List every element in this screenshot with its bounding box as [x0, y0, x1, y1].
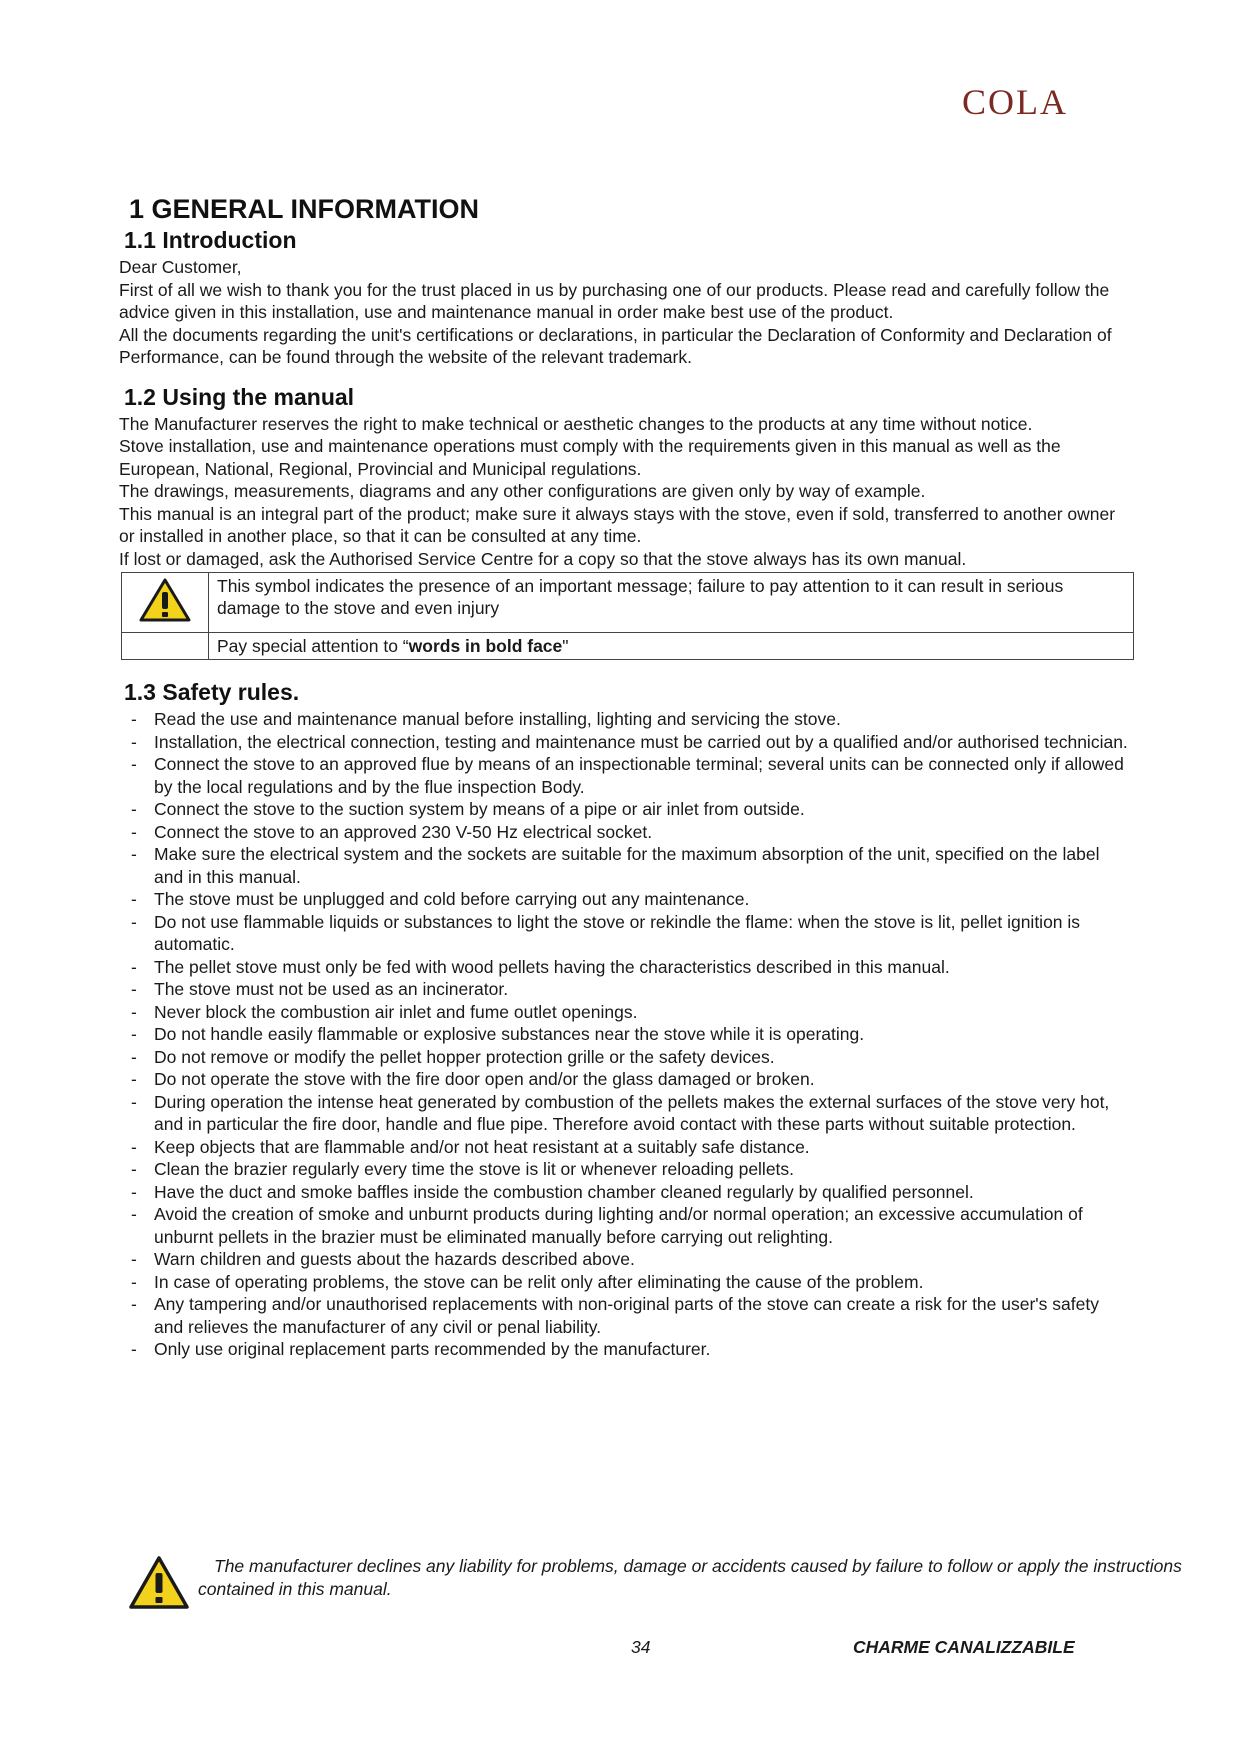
- safety-rule: - Do not operate the stove with the fire door open and/or the glass damaged or broken.: [131, 1068, 1129, 1091]
- safety-rule: - Keep objects that are flammable and/or not heat resistant at a suitably safe distance.: [131, 1136, 1129, 1159]
- safety-rule: - The pellet stove must only be fed with wood pellets having the characteristics described in this manual.: [131, 956, 1129, 979]
- symbol-row-warning: [122, 573, 1134, 633]
- safety-rule: - The stove must not be used as an incinerator.: [131, 978, 1129, 1001]
- safety-rule: - Do not handle easily flammable or explosive substances near the stove while it is operating.: [131, 1023, 1129, 1046]
- safety-rule: - The stove must be unplugged and cold before carrying out any maintenance.: [131, 888, 1129, 911]
- main-content: [119, 193, 1129, 1361]
- safety-rule: - Connect the stove to an approved 230 V-50 Hz electrical socket.: [131, 821, 1129, 844]
- safety-rule: - Avoid the creation of smoke and unburnt products during lighting and/or normal operation; an excessive accumulation of unburnt pellets in the brazier must be eliminated manually before carrying out relighting.: [131, 1203, 1129, 1248]
- intro-paragraph: Dear Customer,: [119, 257, 242, 277]
- safety-rule: - Only use original replacement parts recommended by the manufacturer.: [131, 1338, 1129, 1361]
- brand-logo: COLA: [962, 82, 1068, 122]
- safety-rule: - Read the use and maintenance manual before installing, lighting and servicing the stove.: [131, 708, 1129, 731]
- introduction-heading: 1.1 Introduction: [124, 227, 297, 253]
- safety-rules-heading: 1.3 Safety rules.: [124, 679, 300, 705]
- using-manual-heading: 1.2 Using the manual: [124, 383, 355, 410]
- safety-rule: - Warn children and guests about the hazards described above.: [131, 1248, 1129, 1271]
- manual-paragraph: This manual is an integral part of the product; make sure it always stays with the stove, even if sold, transferred to another owner or installed in another place, so that it can be consulted at any time.: [119, 503, 1116, 546]
- manual-paragraph: If lost or damaged, ask the Authorised Service Centre for a copy so that the stove always has its own manual.: [119, 548, 967, 569]
- safety-rule: - Connect the stove to the suction system by means of a pipe or air inlet from outside.: [131, 798, 1129, 821]
- manual-paragraph: Stove installation, use and maintenance operations must comply with the requirements given in this manual as well as the European, National, Regional, Provincial and Municipal regulations.: [119, 436, 1061, 479]
- manual-paragraph: The drawings, measurements, diagrams and any other configurations are given only by way of example.: [119, 481, 926, 501]
- liability-disclaimer: [128, 1555, 1182, 1615]
- symbol-row-bold: [122, 633, 1134, 660]
- warning-triangle-icon: [139, 607, 191, 627]
- disclaimer-text: The manufacturer declines any liability for problems, damage or accidents caused by failure to follow or apply the instructions contained in this manual.: [198, 1556, 1182, 1599]
- manual-paragraph: The Manufacturer reserves the right to make technical or aesthetic changes to the products at any time without notice.: [119, 413, 1033, 434]
- intro-paragraph: All the documents regarding the unit's certifications or declarations, in particular the Declaration of Conformity and Declaration of Performance, can be found through the website of the relevant trademark.: [119, 324, 1112, 367]
- safety-rule: - Do not use flammable liquids or substances to light the stove or rekindle the flame: when the stove is lit, pellet ignition is automatic.: [131, 911, 1129, 956]
- warning-triangle-icon: [128, 1555, 190, 1616]
- intro-paragraph: First of all we wish to thank you for the trust placed in us by purchasing one of our products. Please read and carefully follow the advice given in this installation, use and maintenance manual in order make best use of the product.: [119, 279, 1110, 322]
- safety-rule: - Connect the stove to an approved flue by means of an inspectionable terminal; several units can be connected only if allowed by the local regulations and by the flue inspection Body.: [131, 753, 1129, 798]
- safety-rule: - During operation the intense heat generated by combustion of the pellets makes the external surfaces of the stove very hot, and in particular the fire door, handle and flue pipe. Therefore avoid contact with these parts without suitable protection.: [131, 1091, 1129, 1136]
- safety-rule: - In case of operating problems, the stove can be relit only after eliminating the cause of the problem.: [131, 1271, 1129, 1294]
- warning-cell: [122, 573, 209, 633]
- safety-rules-list: [119, 708, 1129, 1361]
- bold-example: words in bold face: [408, 636, 563, 656]
- safety-rule: - Installation, the electrical connection, testing and maintenance must be carried out by a qualified and/or authorised technician.: [131, 731, 1129, 754]
- safety-rule: - Do not remove or modify the pellet hopper protection grille or the safety devices.: [131, 1046, 1129, 1069]
- empty-cell: [122, 633, 209, 660]
- safety-rule: - Make sure the electrical system and the sockets are suitable for the maximum absorption of the unit, specified on the label and in this manual.: [131, 843, 1129, 888]
- bold-description: Pay special attention to “words in bold face": [209, 633, 1134, 660]
- warning-description: This symbol indicates the presence of an important message; failure to pay attention to it can result in serious damage to the stove and even injury: [209, 573, 1134, 633]
- safety-rule: - Any tampering and/or unauthorised replacements with non-original parts of the stove can create a risk for the user's safety and relieves the manufacturer of any civil or penal liability.: [131, 1293, 1129, 1338]
- page-number: 34: [631, 1637, 651, 1657]
- safety-rule: - Never block the combustion air inlet and fume outlet openings.: [131, 1001, 1129, 1024]
- product-name: CHARME CANALIZZABILE: [853, 1637, 1075, 1657]
- symbol-legend-table: [121, 572, 1134, 660]
- safety-rule: - Clean the brazier regularly every time the stove is lit or whenever reloading pellets.: [131, 1158, 1129, 1181]
- section-title: 1 GENERAL INFORMATION: [129, 194, 480, 224]
- safety-rule: - Have the duct and smoke baffles inside the combustion chamber cleaned regularly by qualified personnel.: [131, 1181, 1129, 1204]
